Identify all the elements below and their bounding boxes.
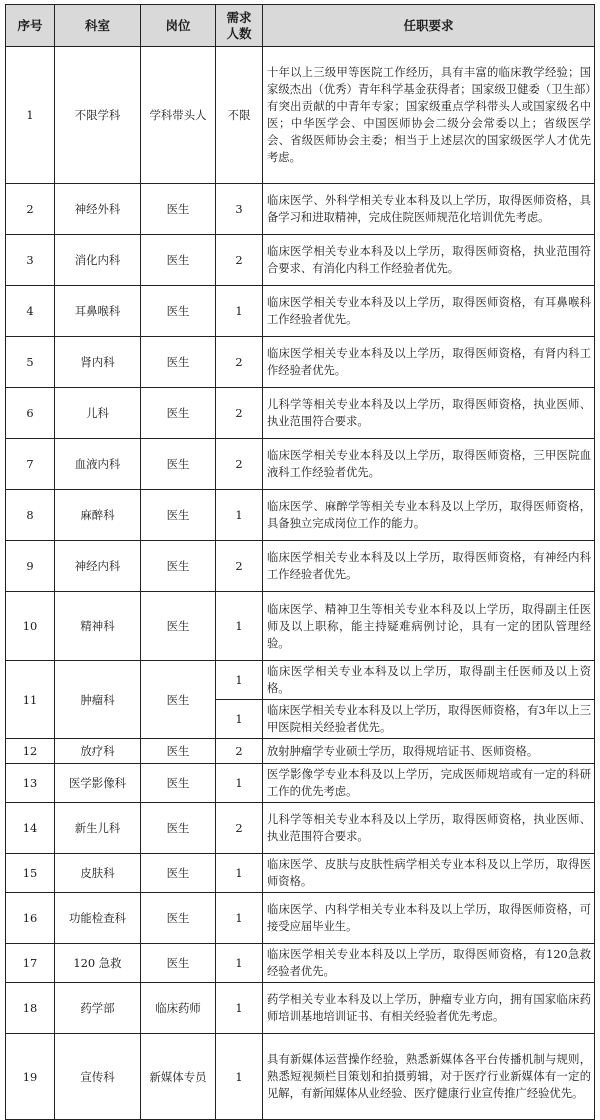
row-no: 1 bbox=[6, 47, 55, 184]
row-position: 医生 bbox=[141, 541, 216, 592]
row-dept: 宣传科 bbox=[55, 1034, 141, 1120]
row-requirements: 临床医学相关专业本科及以上学历，取得医师资格，有3年以上三甲医院相关经验者优先。 bbox=[263, 700, 595, 739]
table-row bbox=[6, 854, 595, 893]
row-no: 5 bbox=[6, 337, 55, 388]
row-dept: 精神科 bbox=[55, 592, 141, 661]
row-no: 3 bbox=[6, 235, 55, 286]
row-position: 医生 bbox=[141, 661, 216, 739]
row-requirements: 临床医学相关专业本科及以上学历，取得医师资格，三甲医院血液科工作经验者优先。 bbox=[263, 439, 595, 490]
row-no: 18 bbox=[6, 983, 55, 1034]
row-requirements: 放射肿瘤学专业硕士学历，取得规培证书、医师资格。 bbox=[263, 739, 595, 764]
row-position: 医生 bbox=[141, 854, 216, 893]
row-requirements: 临床医学、皮肤与皮肤性病学相关专业本科及以上学历，取得医师资格。 bbox=[263, 854, 595, 893]
row-dept: 新生儿科 bbox=[55, 803, 141, 854]
row-position: 医生 bbox=[141, 235, 216, 286]
header-requirements: 任职要求 bbox=[263, 5, 595, 47]
row-count: 1 bbox=[216, 1034, 263, 1120]
row-dept: 皮肤科 bbox=[55, 854, 141, 893]
row-count: 1 bbox=[216, 983, 263, 1034]
row-count: 不限 bbox=[216, 47, 263, 184]
row-dept: 不限学科 bbox=[55, 47, 141, 184]
row-dept: 神经外科 bbox=[55, 184, 141, 235]
row-dept: 神经内科 bbox=[55, 541, 141, 592]
row-requirements: 临床医学相关专业本科及以上学历，取得医师资格，有耳鼻喉科工作经验者优先。 bbox=[263, 286, 595, 337]
header-count-line1: 需求 bbox=[226, 9, 252, 25]
row-position: 医生 bbox=[141, 337, 216, 388]
row-position: 医生 bbox=[141, 286, 216, 337]
row-position: 医生 bbox=[141, 184, 216, 235]
table-row bbox=[6, 541, 595, 592]
row-no: 9 bbox=[6, 541, 55, 592]
row-no: 2 bbox=[6, 184, 55, 235]
row-count: 1 bbox=[216, 592, 263, 661]
table-row bbox=[6, 388, 595, 439]
table-row bbox=[6, 983, 595, 1034]
row-no: 10 bbox=[6, 592, 55, 661]
row-dept: 医学影像科 bbox=[55, 764, 141, 803]
row-no: 8 bbox=[6, 490, 55, 541]
table-row bbox=[6, 47, 595, 184]
row-count: 1 bbox=[216, 764, 263, 803]
row-no: 6 bbox=[6, 388, 55, 439]
row-position: 医生 bbox=[141, 592, 216, 661]
row-requirements: 临床医学、外科学相关专业本科及以上学历，取得医师资格，具备学习和进取精神，完成住院医师规范化培训优先考虑。 bbox=[263, 184, 595, 235]
table-body bbox=[6, 47, 595, 1120]
recruitment-table bbox=[5, 4, 595, 1120]
row-requirements: 临床医学、精神卫生等相关专业本科及以上学历，取得副主任医师及以上职称，能主持疑难病例讨论，具有一定的团队管理经验。 bbox=[263, 592, 595, 661]
row-dept: 放疗科 bbox=[55, 739, 141, 764]
row-requirements: 临床医学相关专业本科及以上学历，取得医师资格，有肾内科工作经验者优先。 bbox=[263, 337, 595, 388]
table-row bbox=[6, 1034, 595, 1120]
row-dept: 药学部 bbox=[55, 983, 141, 1034]
row-count: 1 bbox=[216, 286, 263, 337]
table-row bbox=[6, 803, 595, 854]
row-dept: 血液内科 bbox=[55, 439, 141, 490]
table-row bbox=[6, 764, 595, 803]
table-row bbox=[6, 286, 595, 337]
row-requirements: 临床医学相关专业本科及以上学历，取得医师资格，有神经内科工作经验者优先。 bbox=[263, 541, 595, 592]
row-count: 1 bbox=[216, 854, 263, 893]
row-requirements: 儿科学等相关专业本科及以上学历，取得医师资格，执业医师、执业范围符合要求。 bbox=[263, 388, 595, 439]
row-requirements: 临床医学、麻醉学等相关专业本科及以上学历，取得医师资格，具备独立完成岗位工作的能力。 bbox=[263, 490, 595, 541]
row-dept: 耳鼻喉科 bbox=[55, 286, 141, 337]
table-header-row bbox=[6, 5, 595, 47]
header-count bbox=[216, 5, 263, 47]
row-count: 1 bbox=[216, 700, 263, 739]
row-position: 医生 bbox=[141, 490, 216, 541]
row-requirements: 临床医学相关专业本科及以上学历，取得医师资格，执业范围符合要求、有消化内科工作经验者优先。 bbox=[263, 235, 595, 286]
row-requirements: 十年以上三级甲等医院工作经历，具有丰富的临床教学经验；国家级杰出（优秀）青年科学基金获得者；国家级卫健委（卫生部）有突出贡献的中青年专家；国家级重点学科带头人或国家级名中医；中华医学会、中国医师协会二级分会常委以上；省级医学会、省级医师协会主委；相当于上述层次的国家级医学人才优先考虑。 bbox=[263, 47, 595, 184]
row-dept: 120 急救 bbox=[55, 944, 141, 983]
row-position: 学科带头人 bbox=[141, 47, 216, 184]
row-count: 2 bbox=[216, 337, 263, 388]
row-count: 3 bbox=[216, 184, 263, 235]
row-no: 16 bbox=[6, 893, 55, 944]
row-no: 11 bbox=[6, 661, 55, 739]
row-dept: 麻醉科 bbox=[55, 490, 141, 541]
row-requirements: 临床医学相关专业本科及以上学历，取得副主任医师及以上资格。 bbox=[263, 661, 595, 700]
row-position: 医生 bbox=[141, 893, 216, 944]
row-no: 12 bbox=[6, 739, 55, 764]
header-dept: 科室 bbox=[55, 5, 141, 47]
row-requirements: 临床医学相关专业本科及以上学历，取得医师资格，有120急救经验者优先。 bbox=[263, 944, 595, 983]
row-count: 2 bbox=[216, 541, 263, 592]
table-row bbox=[6, 184, 595, 235]
row-dept: 消化内科 bbox=[55, 235, 141, 286]
row-position: 新媒体专员 bbox=[141, 1034, 216, 1120]
row-count: 2 bbox=[216, 388, 263, 439]
row-position: 医生 bbox=[141, 388, 216, 439]
header-count-line2: 人数 bbox=[226, 25, 252, 41]
table-row bbox=[6, 235, 595, 286]
row-count: 2 bbox=[216, 439, 263, 490]
table-row bbox=[6, 739, 595, 764]
header-position: 岗位 bbox=[141, 5, 216, 47]
row-no: 13 bbox=[6, 764, 55, 803]
table-row bbox=[6, 661, 595, 700]
row-count: 2 bbox=[216, 235, 263, 286]
header-no: 序号 bbox=[6, 5, 55, 47]
table-row bbox=[6, 490, 595, 541]
row-requirements: 具有新媒体运营操作经验，熟悉新媒体各平台传播机制与规则，熟悉短视频栏目策划和拍摄剪辑，对于医疗行业新媒体有一定的见解，有新闻媒体从业经验、医疗健康行业宣传推广经验优先。 bbox=[263, 1034, 595, 1120]
table-row bbox=[6, 337, 595, 388]
row-position: 医生 bbox=[141, 944, 216, 983]
row-count: 1 bbox=[216, 893, 263, 944]
row-count: 1 bbox=[216, 490, 263, 541]
row-position: 医生 bbox=[141, 803, 216, 854]
row-position: 临床药师 bbox=[141, 983, 216, 1034]
row-no: 7 bbox=[6, 439, 55, 490]
row-position: 医生 bbox=[141, 764, 216, 803]
row-position: 医生 bbox=[141, 739, 216, 764]
row-requirements: 儿科学等相关专业本科及以上学历，取得医师资格，执业医师、执业范围符合要求。 bbox=[263, 803, 595, 854]
table-row bbox=[6, 592, 595, 661]
table-row bbox=[6, 439, 595, 490]
row-requirements: 药学相关专业本科及以上学历，肿瘤专业方向，拥有国家临床药师培训基地培训证书、有相关经验者优先考虑。 bbox=[263, 983, 595, 1034]
row-requirements: 临床医学、内科学相关专业本科及以上学历，取得医师资格，可接受应届毕业生。 bbox=[263, 893, 595, 944]
row-count: 1 bbox=[216, 944, 263, 983]
row-count: 2 bbox=[216, 803, 263, 854]
row-dept: 儿科 bbox=[55, 388, 141, 439]
row-count: 2 bbox=[216, 739, 263, 764]
row-dept: 肾内科 bbox=[55, 337, 141, 388]
row-dept: 肿瘤科 bbox=[55, 661, 141, 739]
row-requirements: 医学影像学专业本科及以上学历，完成医师规培或有一定的科研工作的优先考虑。 bbox=[263, 764, 595, 803]
row-no: 15 bbox=[6, 854, 55, 893]
row-no: 4 bbox=[6, 286, 55, 337]
row-dept: 功能检查科 bbox=[55, 893, 141, 944]
row-no: 19 bbox=[6, 1034, 55, 1120]
table-row bbox=[6, 944, 595, 983]
row-no: 14 bbox=[6, 803, 55, 854]
table-row bbox=[6, 893, 595, 944]
row-count: 1 bbox=[216, 661, 263, 700]
row-position: 医生 bbox=[141, 439, 216, 490]
row-no: 17 bbox=[6, 944, 55, 983]
